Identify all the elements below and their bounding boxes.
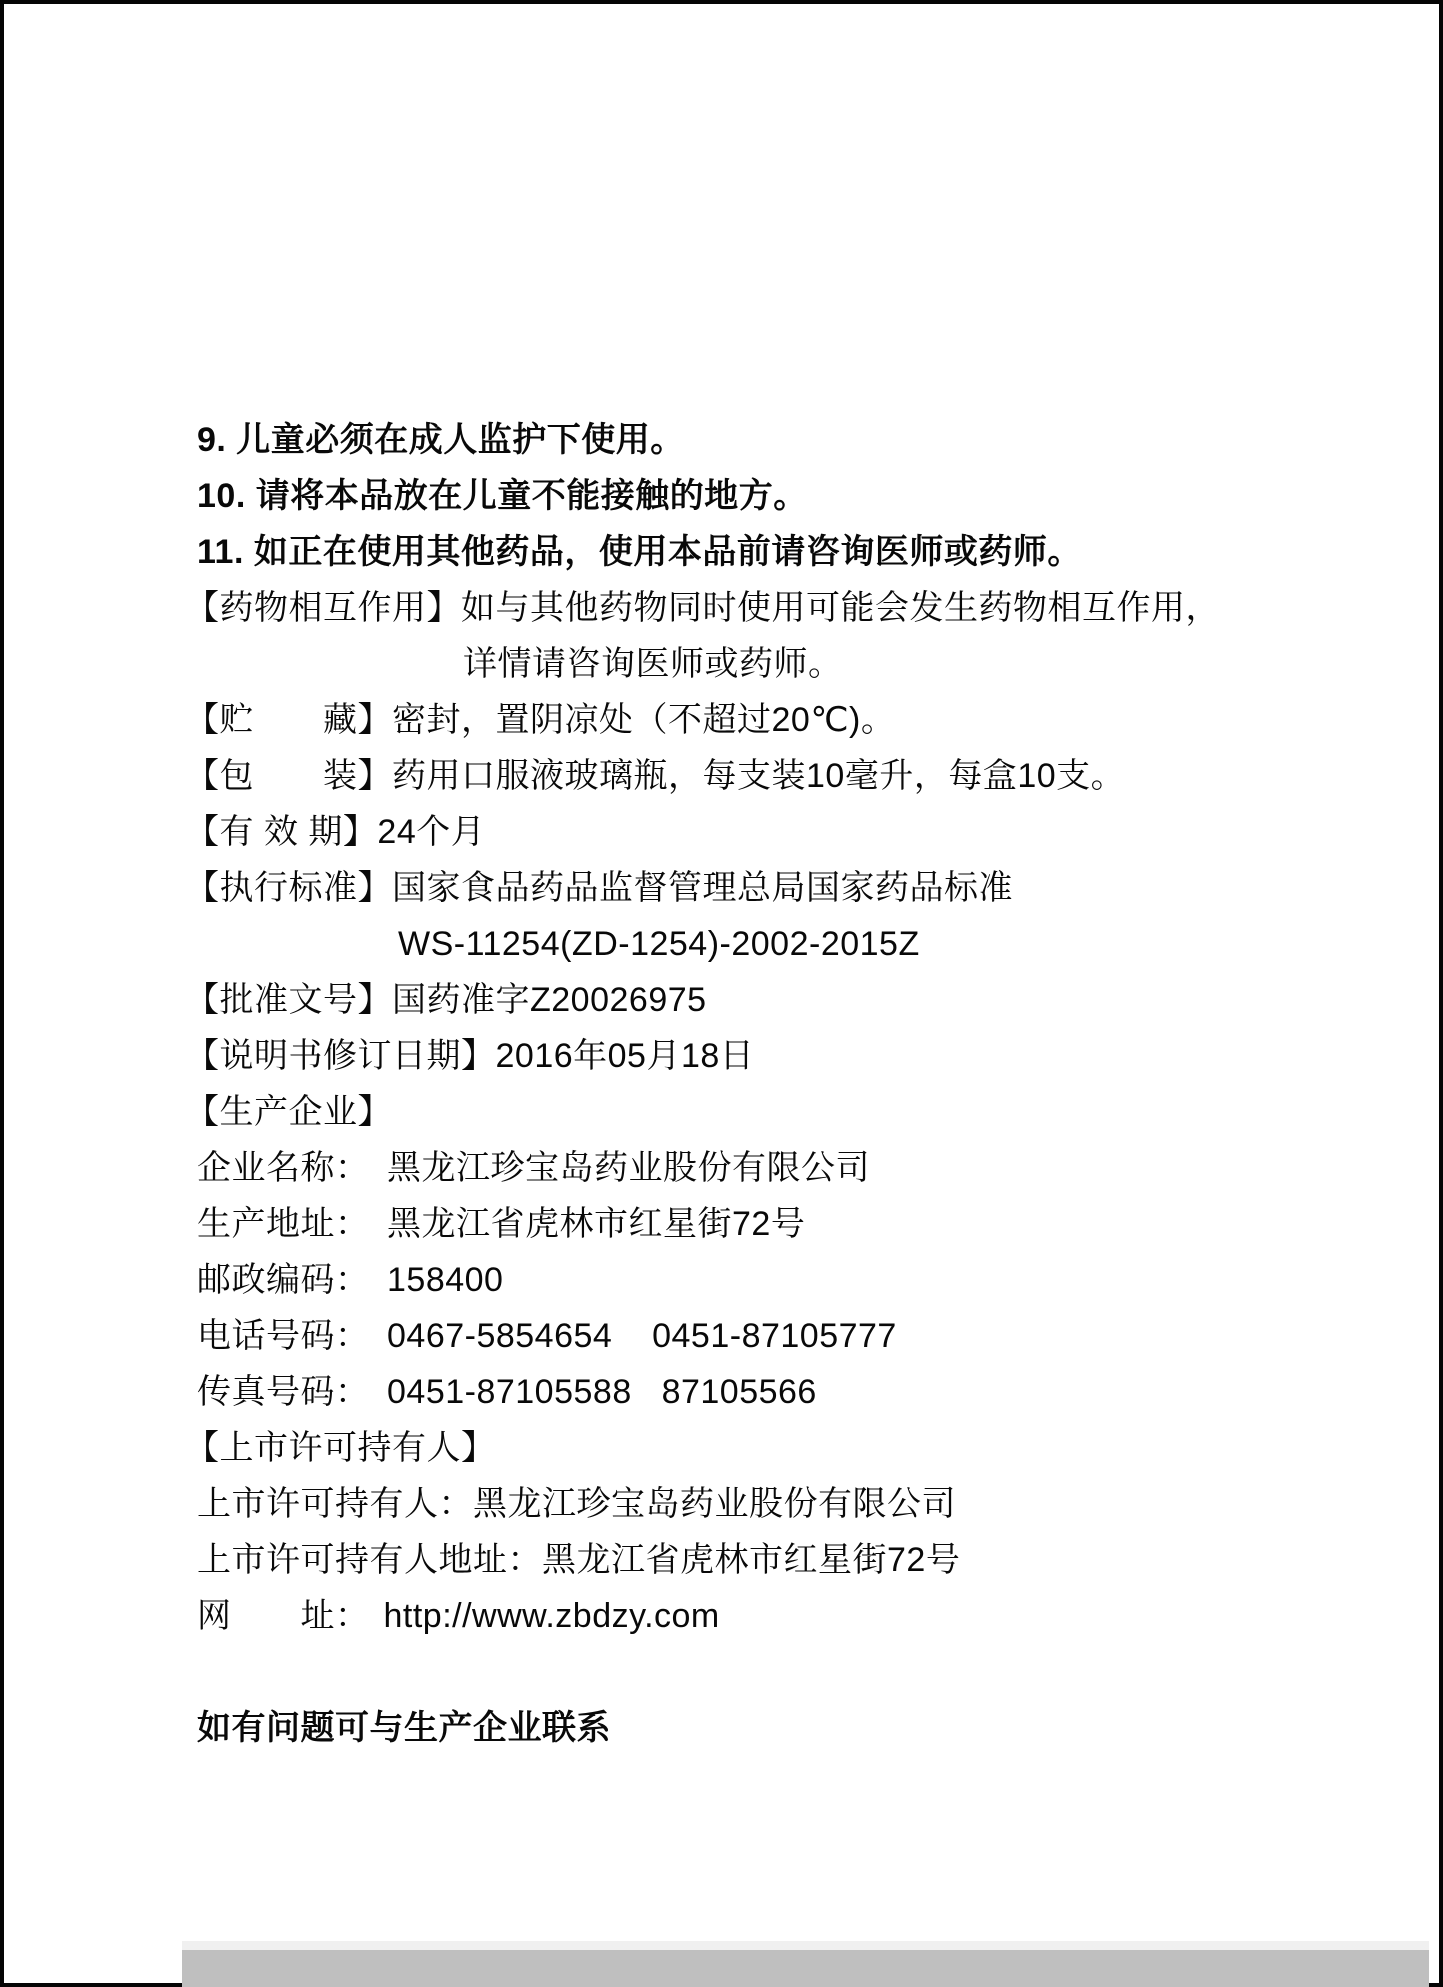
revision-date-value: 2016年05月18日 xyxy=(495,1037,755,1075)
approval-value: 国药准字Z20026975 xyxy=(392,981,707,1019)
storage-label: 【贮 藏】 xyxy=(185,701,392,739)
footer-bar-highlight xyxy=(182,1941,1429,1950)
fax-key: 传真号码： xyxy=(197,1373,370,1411)
postal-code-row xyxy=(185,1252,1403,1308)
phone-value: 0467-5854654 0451-87105777 xyxy=(387,1317,897,1355)
standard-line xyxy=(185,860,1403,916)
manufacturer-name-row xyxy=(185,1140,1403,1196)
standard-text: 国家食品药品监督管理总局国家药品标准 xyxy=(392,869,1013,907)
package-label: 【包 装】 xyxy=(185,757,392,795)
validity-label: 【有 效 期】 xyxy=(185,813,378,851)
precaution-item-11: 11. 如正在使用其他药品，使用本品前请咨询医师或药师。 xyxy=(197,533,1082,571)
storage-value: 密封，置阴凉处（不超过20℃)。 xyxy=(392,701,896,739)
precaution-item-9: 9. 儿童必须在成人监护下使用。 xyxy=(197,421,685,459)
leaflet-content xyxy=(185,412,1403,1756)
validity-value: 24个月 xyxy=(377,813,486,851)
manufacturer-address-row xyxy=(185,1196,1403,1252)
phone-row xyxy=(185,1308,1403,1364)
license-holder-address-key: 上市许可持有人地址： xyxy=(197,1541,542,1579)
footer-bar xyxy=(182,1950,1429,1987)
website-url: http://www.zbdzy.com xyxy=(383,1597,720,1635)
drug-interaction-line xyxy=(185,580,1403,636)
drug-interaction-label: 【药物相互作用】 xyxy=(185,589,461,627)
license-holder-value: 黑龙江珍宝岛药业股份有限公司 xyxy=(473,1485,956,1523)
manufacturer-name-value: 黑龙江珍宝岛药业股份有限公司 xyxy=(387,1149,870,1187)
storage-line xyxy=(185,692,1403,748)
license-holder-heading: 【上市许可持有人】 xyxy=(185,1429,496,1467)
manufacturer-address-key: 生产地址： xyxy=(197,1205,370,1243)
contact-note: 如有问题可与生产企业联系 xyxy=(197,1709,611,1747)
postal-code-value: 158400 xyxy=(387,1261,504,1299)
standard-code: WS-11254(ZD-1254)-2002-2015Z xyxy=(398,925,920,963)
standard-label: 【执行标准】 xyxy=(185,869,392,907)
package-line xyxy=(185,748,1403,804)
precaution-item-10: 10. 请将本品放在儿童不能接触的地方。 xyxy=(197,477,808,515)
fax-value: 0451-87105588 87105566 xyxy=(387,1373,817,1411)
validity-line xyxy=(185,804,1403,860)
drug-interaction-text: 如与其他药物同时使用可能会发生药物相互作用， xyxy=(461,589,1220,627)
manufacturer-heading: 【生产企业】 xyxy=(185,1093,392,1131)
revision-date-label: 【说明书修订日期】 xyxy=(185,1037,496,1075)
approval-label: 【批准文号】 xyxy=(185,981,392,1019)
manufacturer-address-value: 黑龙江省虎林市红星街72号 xyxy=(387,1205,806,1243)
website-key: 网 址： xyxy=(197,1597,370,1635)
package-value: 药用口服液玻璃瓶，每支装10毫升，每盒10支。 xyxy=(392,757,1126,795)
revision-date-line xyxy=(185,1028,1403,1084)
fax-row xyxy=(185,1364,1403,1420)
drug-interaction-continuation: 详情请咨询医师或药师。 xyxy=(463,645,843,683)
license-holder-address-value: 黑龙江省虎林市红星街72号 xyxy=(542,1541,961,1579)
website-row xyxy=(185,1588,1403,1644)
postal-code-key: 邮政编码： xyxy=(197,1261,370,1299)
phone-key: 电话号码： xyxy=(197,1317,370,1355)
approval-line xyxy=(185,972,1403,1028)
license-holder-row xyxy=(185,1476,1403,1532)
license-holder-key: 上市许可持有人： xyxy=(197,1485,473,1523)
license-holder-address-row xyxy=(185,1532,1403,1588)
manufacturer-name-key: 企业名称： xyxy=(197,1149,370,1187)
